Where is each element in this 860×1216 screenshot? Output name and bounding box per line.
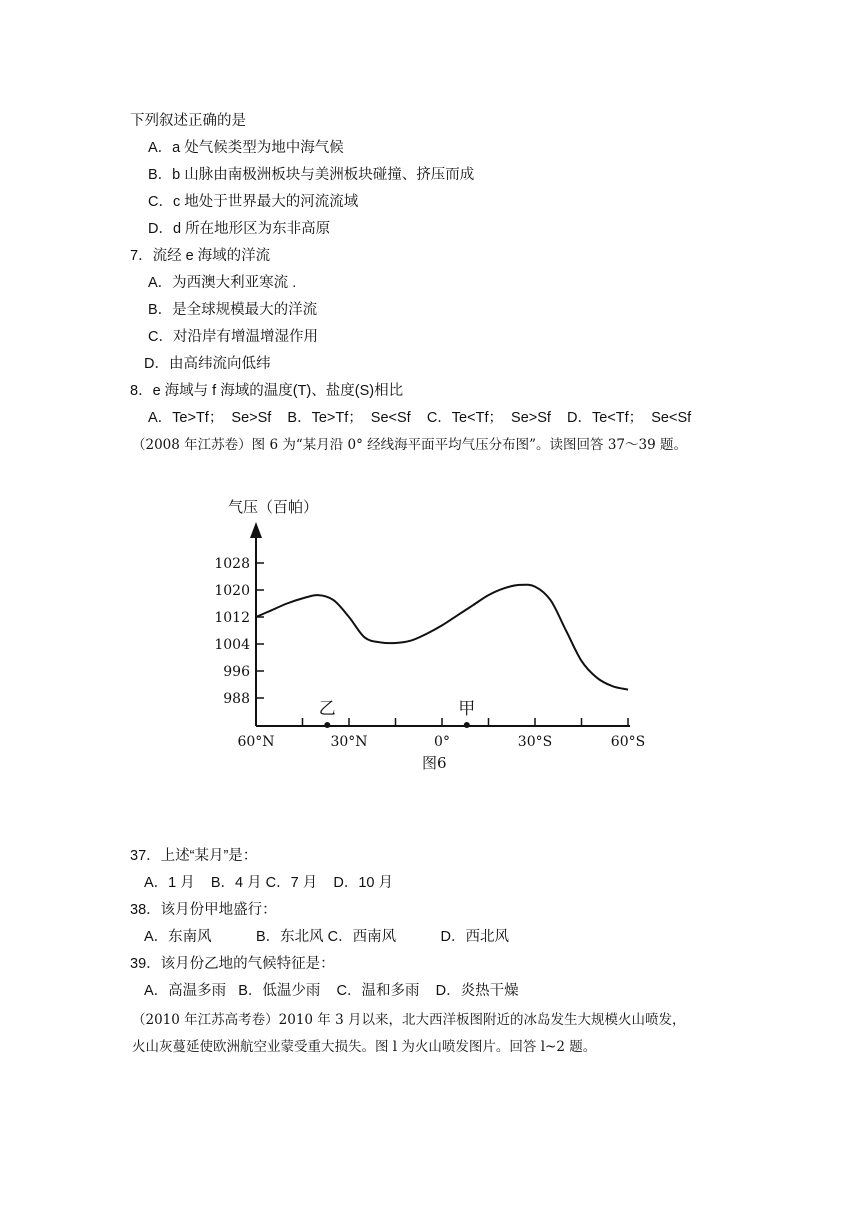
y-tick-label: 1028 — [214, 556, 250, 572]
x-tick-label: 30°S — [517, 734, 553, 750]
option-7c: C．对沿岸有增温增湿作用 — [148, 329, 318, 345]
y-tick-label: 1012 — [214, 610, 250, 626]
point-label: 乙 — [318, 699, 336, 719]
option-6d: D．d 所在地形区为东非高原 — [148, 221, 331, 237]
point-marker — [324, 722, 330, 728]
option-7a: A．为西澳大利亚寒流 . — [148, 275, 297, 291]
question-6-stem: 下列叙述正确的是 — [130, 113, 246, 129]
option-6c: C．c 地处于世界最大的河流流域 — [148, 194, 359, 210]
x-tick-label: 30°N — [330, 734, 368, 750]
y-axis-label: 气压（百帕） — [228, 498, 319, 516]
question-38-options: A．东南风 B．东北风 C．西南风 D．西北风 — [144, 929, 509, 945]
pressure-curve — [256, 585, 628, 690]
pressure-chart — [214, 488, 658, 778]
question-8-stem: 8．e 海域与 f 海域的温度(T)、盐度(S)相比 — [130, 383, 404, 399]
intro-2008: （2008 年江苏卷）图 6 为“某月沿 0° 经线海平面平均气压分布图”。读图回答 37～39 题。 — [132, 437, 687, 453]
x-tick-label: 0° — [434, 734, 450, 750]
y-axis-arrow — [250, 522, 262, 538]
x-tick-label: 60°S — [610, 734, 646, 750]
option-7b: B．是全球规模最大的洋流 — [148, 302, 318, 318]
question-38-stem: 38．该月份甲地盛行： — [130, 902, 277, 918]
y-tick-label: 996 — [223, 664, 250, 680]
intro-2010-line1: （2010 年江苏高考卷）2010 年 3 月以来，北大西洋板图附近的冰岛发生大规模火山喷发， — [132, 1012, 686, 1028]
question-37-options: A．1 月 B．4 月 C．7 月 D．10 月 — [144, 875, 393, 891]
question-39-stem: 39．该月份乙地的气候特征是： — [130, 956, 335, 972]
option-7d: D．由高纬流向低纬 — [144, 356, 271, 372]
y-tick-label: 988 — [223, 691, 250, 707]
y-tick-label: 1004 — [214, 637, 250, 653]
intro-2010-line2: 火山灰蔓延使欧洲航空业蒙受重大损失。图 l 为火山喷发图片。回答 l~2 题。 — [132, 1039, 597, 1055]
x-tick-label: 60°N — [237, 734, 275, 750]
question-8-options: A．Te>Tf； Se>Sf B．Te>Tf； Se<Sf C．Te<Tf； Se>Sf D．Te<Tf； Se<Sf — [148, 410, 692, 426]
y-tick-label: 1020 — [214, 583, 250, 599]
question-7-stem: 7．流经 e 海域的洋流 — [130, 248, 271, 264]
option-6a: A．a 处气候类型为地中海气候 — [148, 140, 344, 156]
question-39-options: A．高温多雨 B．低温少雨 C．温和多雨 D．炎热干燥 — [144, 983, 519, 999]
question-37-stem: 37．上述“某月”是： — [130, 848, 258, 864]
point-label: 甲 — [458, 699, 476, 719]
point-marker — [464, 722, 470, 728]
option-6b: B．b 山脉由南极洲板块与美洲板块碰撞、挤压而成 — [148, 167, 475, 183]
figure-caption: 图6 — [422, 754, 447, 772]
